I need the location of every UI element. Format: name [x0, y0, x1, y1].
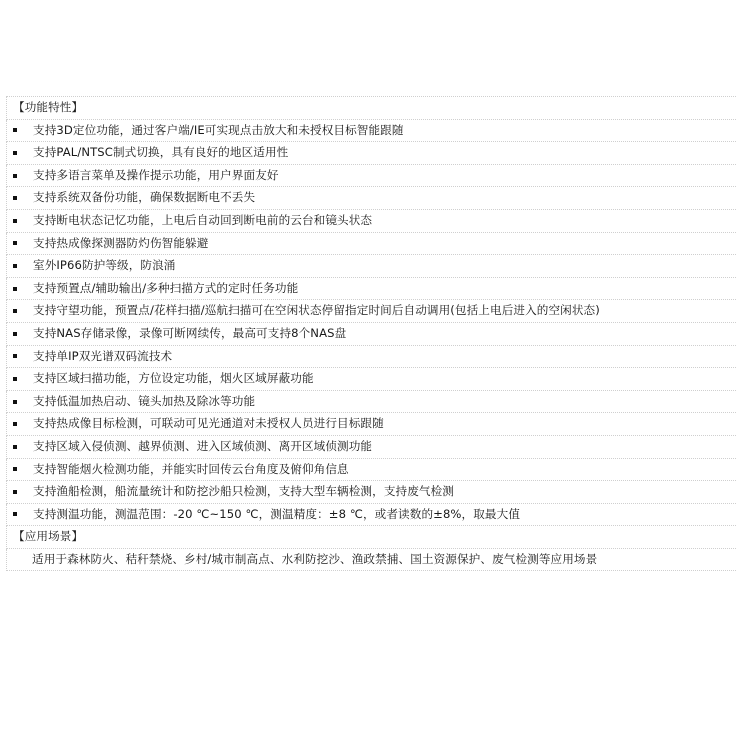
- feature-row: [6, 278, 736, 301]
- bullet-icon: [13, 332, 17, 336]
- feature-text: 支持3D定位功能，通过客户端/IE可实现点击放大和未授权目标智能跟随: [33, 122, 404, 137]
- feature-row: [6, 300, 736, 323]
- scene-row: [6, 549, 736, 572]
- feature-row: [6, 323, 736, 346]
- bullet-icon: [13, 377, 17, 381]
- feature-row: [6, 187, 736, 210]
- scene-text: 适用于森林防火、秸秆禁烧、乡村/城市制高点、水利防挖沙、渔政禁捕、国土资源保护、废气检测等应用场景: [32, 551, 598, 566]
- feature-text: 支持渔船检测，船流量统计和防挖沙船只检测，支持大型车辆检测，支持废气检测: [33, 484, 454, 499]
- scenes-header-row: [6, 526, 736, 549]
- feature-row: [6, 233, 736, 256]
- bullet-icon: [13, 287, 17, 291]
- feature-text: 支持守望功能，预置点/花样扫描/巡航扫描可在空闲状态停留指定时间后自动调用(包括上电后进入的空闲状态): [33, 303, 600, 318]
- feature-text: 支持系统双备份功能，确保数据断电不丢失: [33, 190, 256, 205]
- bullet-icon: [13, 264, 17, 268]
- features-header: 【功能特性】: [13, 100, 84, 114]
- bullet-icon: [13, 445, 17, 449]
- bullet-icon: [13, 400, 17, 404]
- feature-row: [6, 165, 736, 188]
- feature-text: 支持热成像探测器防灼伤智能躲避: [33, 235, 209, 250]
- bullet-icon: [13, 309, 17, 313]
- feature-text: 支持单IP双光谱双码流技术: [33, 348, 173, 363]
- feature-row: [6, 255, 736, 278]
- feature-row: [6, 391, 736, 414]
- features-header-row: [6, 97, 736, 120]
- feature-row: [6, 413, 736, 436]
- feature-text: 支持区域入侵侦测、越界侦测、进入区域侦测、离开区域侦测功能: [33, 438, 373, 453]
- feature-text: 支持热成像目标检测，可联动可见光通道对未授权人员进行目标跟随: [33, 416, 384, 431]
- feature-text: 支持断电状态记忆功能，上电后自动回到断电前的云台和镜头状态: [33, 212, 373, 227]
- feature-row: [6, 481, 736, 504]
- feature-row: [6, 368, 736, 391]
- feature-text: 支持区域扫描功能，方位设定功能，烟火区域屏蔽功能: [33, 371, 314, 386]
- spec-sheet: [6, 96, 736, 571]
- bullet-icon: [13, 354, 17, 358]
- feature-text: 支持PAL/NTSC制式切换，具有良好的地区适用性: [33, 145, 289, 160]
- bullet-icon: [13, 241, 17, 245]
- feature-row: [6, 346, 736, 369]
- feature-row: [6, 210, 736, 233]
- bullet-icon: [13, 467, 17, 471]
- feature-row: [6, 142, 736, 165]
- feature-text: 支持预置点/辅助输出/多种扫描方式的定时任务功能: [33, 280, 299, 295]
- scenes-header: 【应用场景】: [13, 529, 84, 544]
- bullet-icon: [13, 490, 17, 494]
- feature-text: 支持多语言菜单及操作提示功能，用户界面友好: [33, 167, 279, 182]
- bullet-icon: [13, 128, 17, 132]
- bullet-icon: [13, 219, 17, 223]
- feature-text: 室外IP66防护等级，防浪涌: [33, 258, 176, 273]
- bullet-icon: [13, 151, 17, 155]
- bullet-icon: [13, 512, 17, 516]
- feature-text: 支持测温功能，测温范围：-20 ℃~150 ℃，测温精度：±8 ℃，或者读数的±8%，取最大值: [33, 506, 521, 521]
- bullet-icon: [13, 422, 17, 426]
- feature-text: 支持低温加热启动、镜头加热及除冰等功能: [33, 393, 256, 408]
- bullet-icon: [13, 196, 17, 200]
- feature-text: 支持NAS存储录像，录像可断网续传，最高可支持8个NAS盘: [33, 325, 347, 340]
- bullet-icon: [13, 174, 17, 178]
- feature-text: 支持智能烟火检测功能，并能实时回传云台角度及俯仰角信息: [33, 461, 349, 476]
- feature-row: [6, 436, 736, 459]
- feature-row: [6, 120, 736, 143]
- feature-row: [6, 504, 736, 527]
- feature-row: [6, 459, 736, 482]
